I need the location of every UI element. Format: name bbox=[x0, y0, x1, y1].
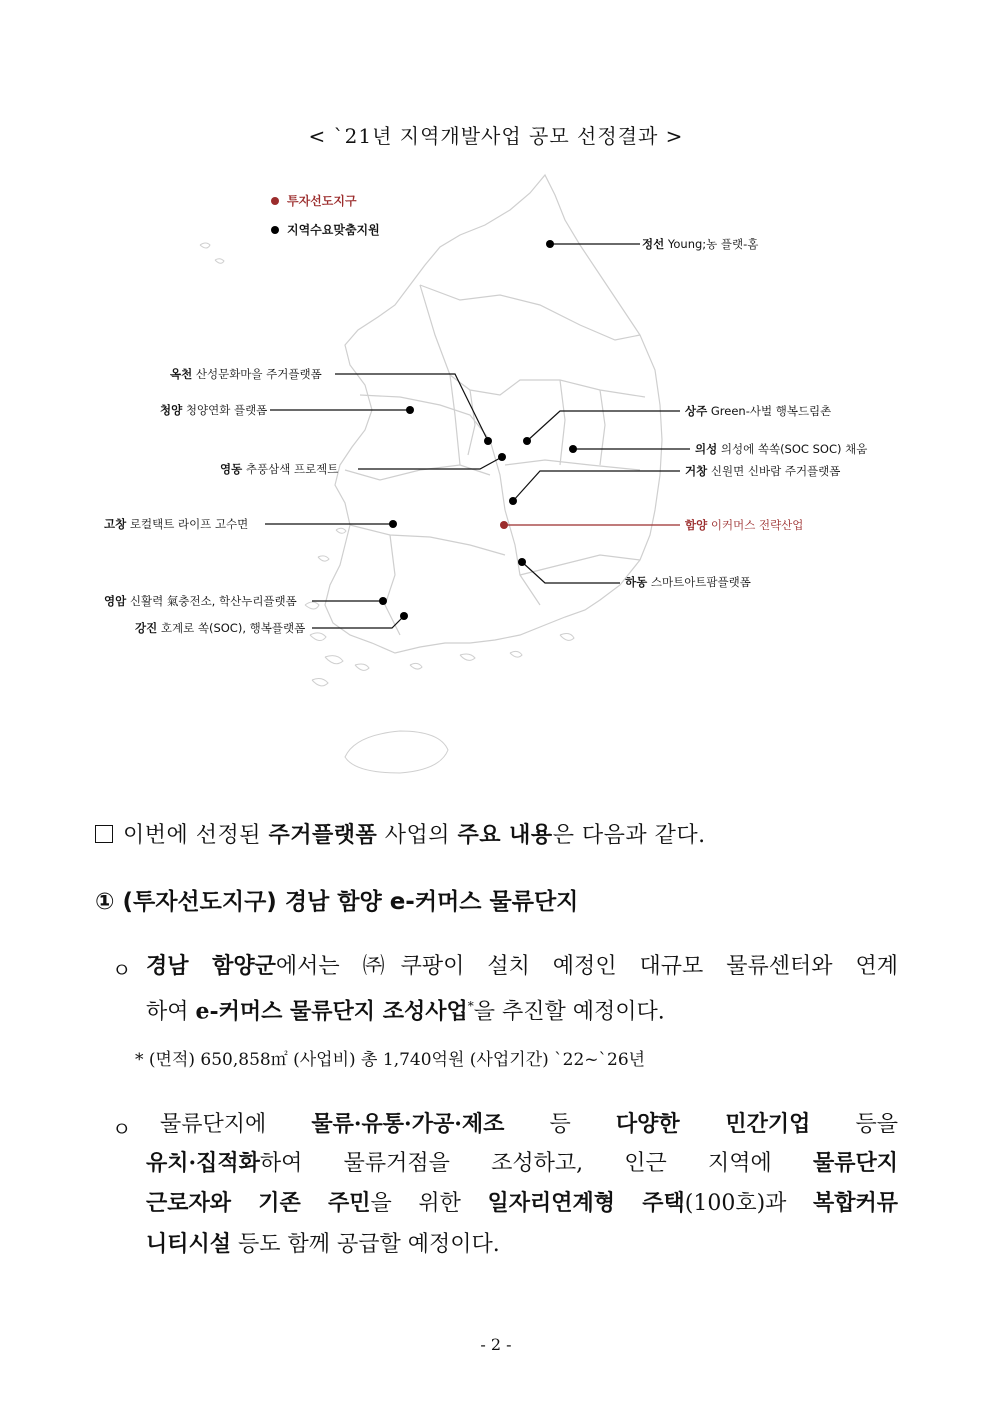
marker-gangjin bbox=[400, 612, 408, 620]
para2-bullet: ㅇ bbox=[112, 1117, 132, 1141]
page-title: < `21년 지역개발사업 공모 선정결과 > bbox=[308, 124, 684, 148]
label-yeongam: 영암 신활력 氣충전소, 학산누리플랫폼 bbox=[104, 594, 297, 608]
footnote: * (면적) 650,858㎡ (사업비) 총 1,740억원 (사업기간) `22~`26년 bbox=[135, 1050, 646, 1070]
marker-yeongdong bbox=[498, 453, 506, 461]
checkbox-square-icon bbox=[95, 825, 113, 843]
marker-okcheon bbox=[484, 437, 492, 445]
marker-sangju bbox=[523, 437, 531, 445]
marker-hamyang bbox=[500, 521, 508, 529]
marker-cheongyang bbox=[406, 406, 414, 414]
korea-map bbox=[0, 165, 992, 805]
marker-uiseong bbox=[569, 445, 577, 453]
label-okcheon: 옥천 산성문화마을 주거플랫폼 bbox=[170, 367, 322, 381]
marker-geochang bbox=[509, 497, 517, 505]
label-jeongseon: 정선 Young;농 플랫-홈 bbox=[642, 237, 759, 251]
label-gochang: 고창 로컬택트 라이프 고수면 bbox=[104, 517, 249, 531]
marker-yeongam bbox=[379, 597, 387, 605]
intro-paragraph: 이번에 선정된 주거플랫폼 사업의 주요 내용은 다음과 같다. bbox=[95, 818, 706, 849]
marker-hadong bbox=[518, 558, 526, 566]
para2-line2: 유치·집적화하여 물류거점을 조성하고, 인근 지역에 물류단지 bbox=[146, 1150, 898, 1176]
marker-jeongseon bbox=[546, 240, 554, 248]
legend-dot-demand bbox=[271, 226, 279, 234]
label-gangjin: 강진 호계로 쏙(SOC), 행복플랫폼 bbox=[135, 621, 306, 635]
label-cheongyang: 청양 청양연화 플랫폼 bbox=[160, 403, 268, 417]
para2-line4: 니티시설 등도 함께 공급할 예정이다. bbox=[146, 1231, 500, 1257]
legend-investment: 투자선도지구 bbox=[287, 194, 357, 208]
section-1-heading: ① (투자선도지구) 경남 함양 e-커머스 물류단지 bbox=[95, 889, 579, 915]
label-sangju: 상주 Green-사벌 행복드림촌 bbox=[685, 404, 832, 418]
label-yeongdong: 영동 추풍삼색 프로젝트 bbox=[220, 462, 339, 476]
korea-map-graphic bbox=[0, 165, 992, 805]
para2-line1: 물류단지에 물류·유통·가공·제조 등 다양한 민간기업 등을 bbox=[160, 1111, 898, 1137]
para2-line3: 근로자와 기존 주민을 위한 일자리연계형 주택(100호)과 복합커뮤 bbox=[146, 1190, 899, 1216]
legend-dot-investment bbox=[271, 197, 279, 205]
marker-gochang bbox=[389, 520, 397, 528]
para1-line2: 하여 e-커머스 물류단지 조성사업*을 추진할 예정이다. bbox=[146, 998, 665, 1025]
para1-bullet: ㅇ bbox=[112, 958, 132, 982]
page-number: - 2 - bbox=[480, 1335, 512, 1354]
label-geochang: 거창 신원면 신바람 주거플랫폼 bbox=[685, 464, 841, 478]
label-hadong: 하동 스마트아트팜플랫폼 bbox=[625, 575, 751, 589]
para1-line1: 경남 함양군에서는 ㈜쿠팡이 설치 예정인 대규모 물류센터와 연계 bbox=[146, 953, 898, 979]
label-hamyang: 함양 이커머스 전략산업 bbox=[685, 518, 804, 532]
legend-demand: 지역수요맞춤지원 bbox=[287, 223, 380, 237]
label-uiseong: 의성 의성에 쏙쏙(SOC SOC) 채움 bbox=[695, 442, 868, 456]
